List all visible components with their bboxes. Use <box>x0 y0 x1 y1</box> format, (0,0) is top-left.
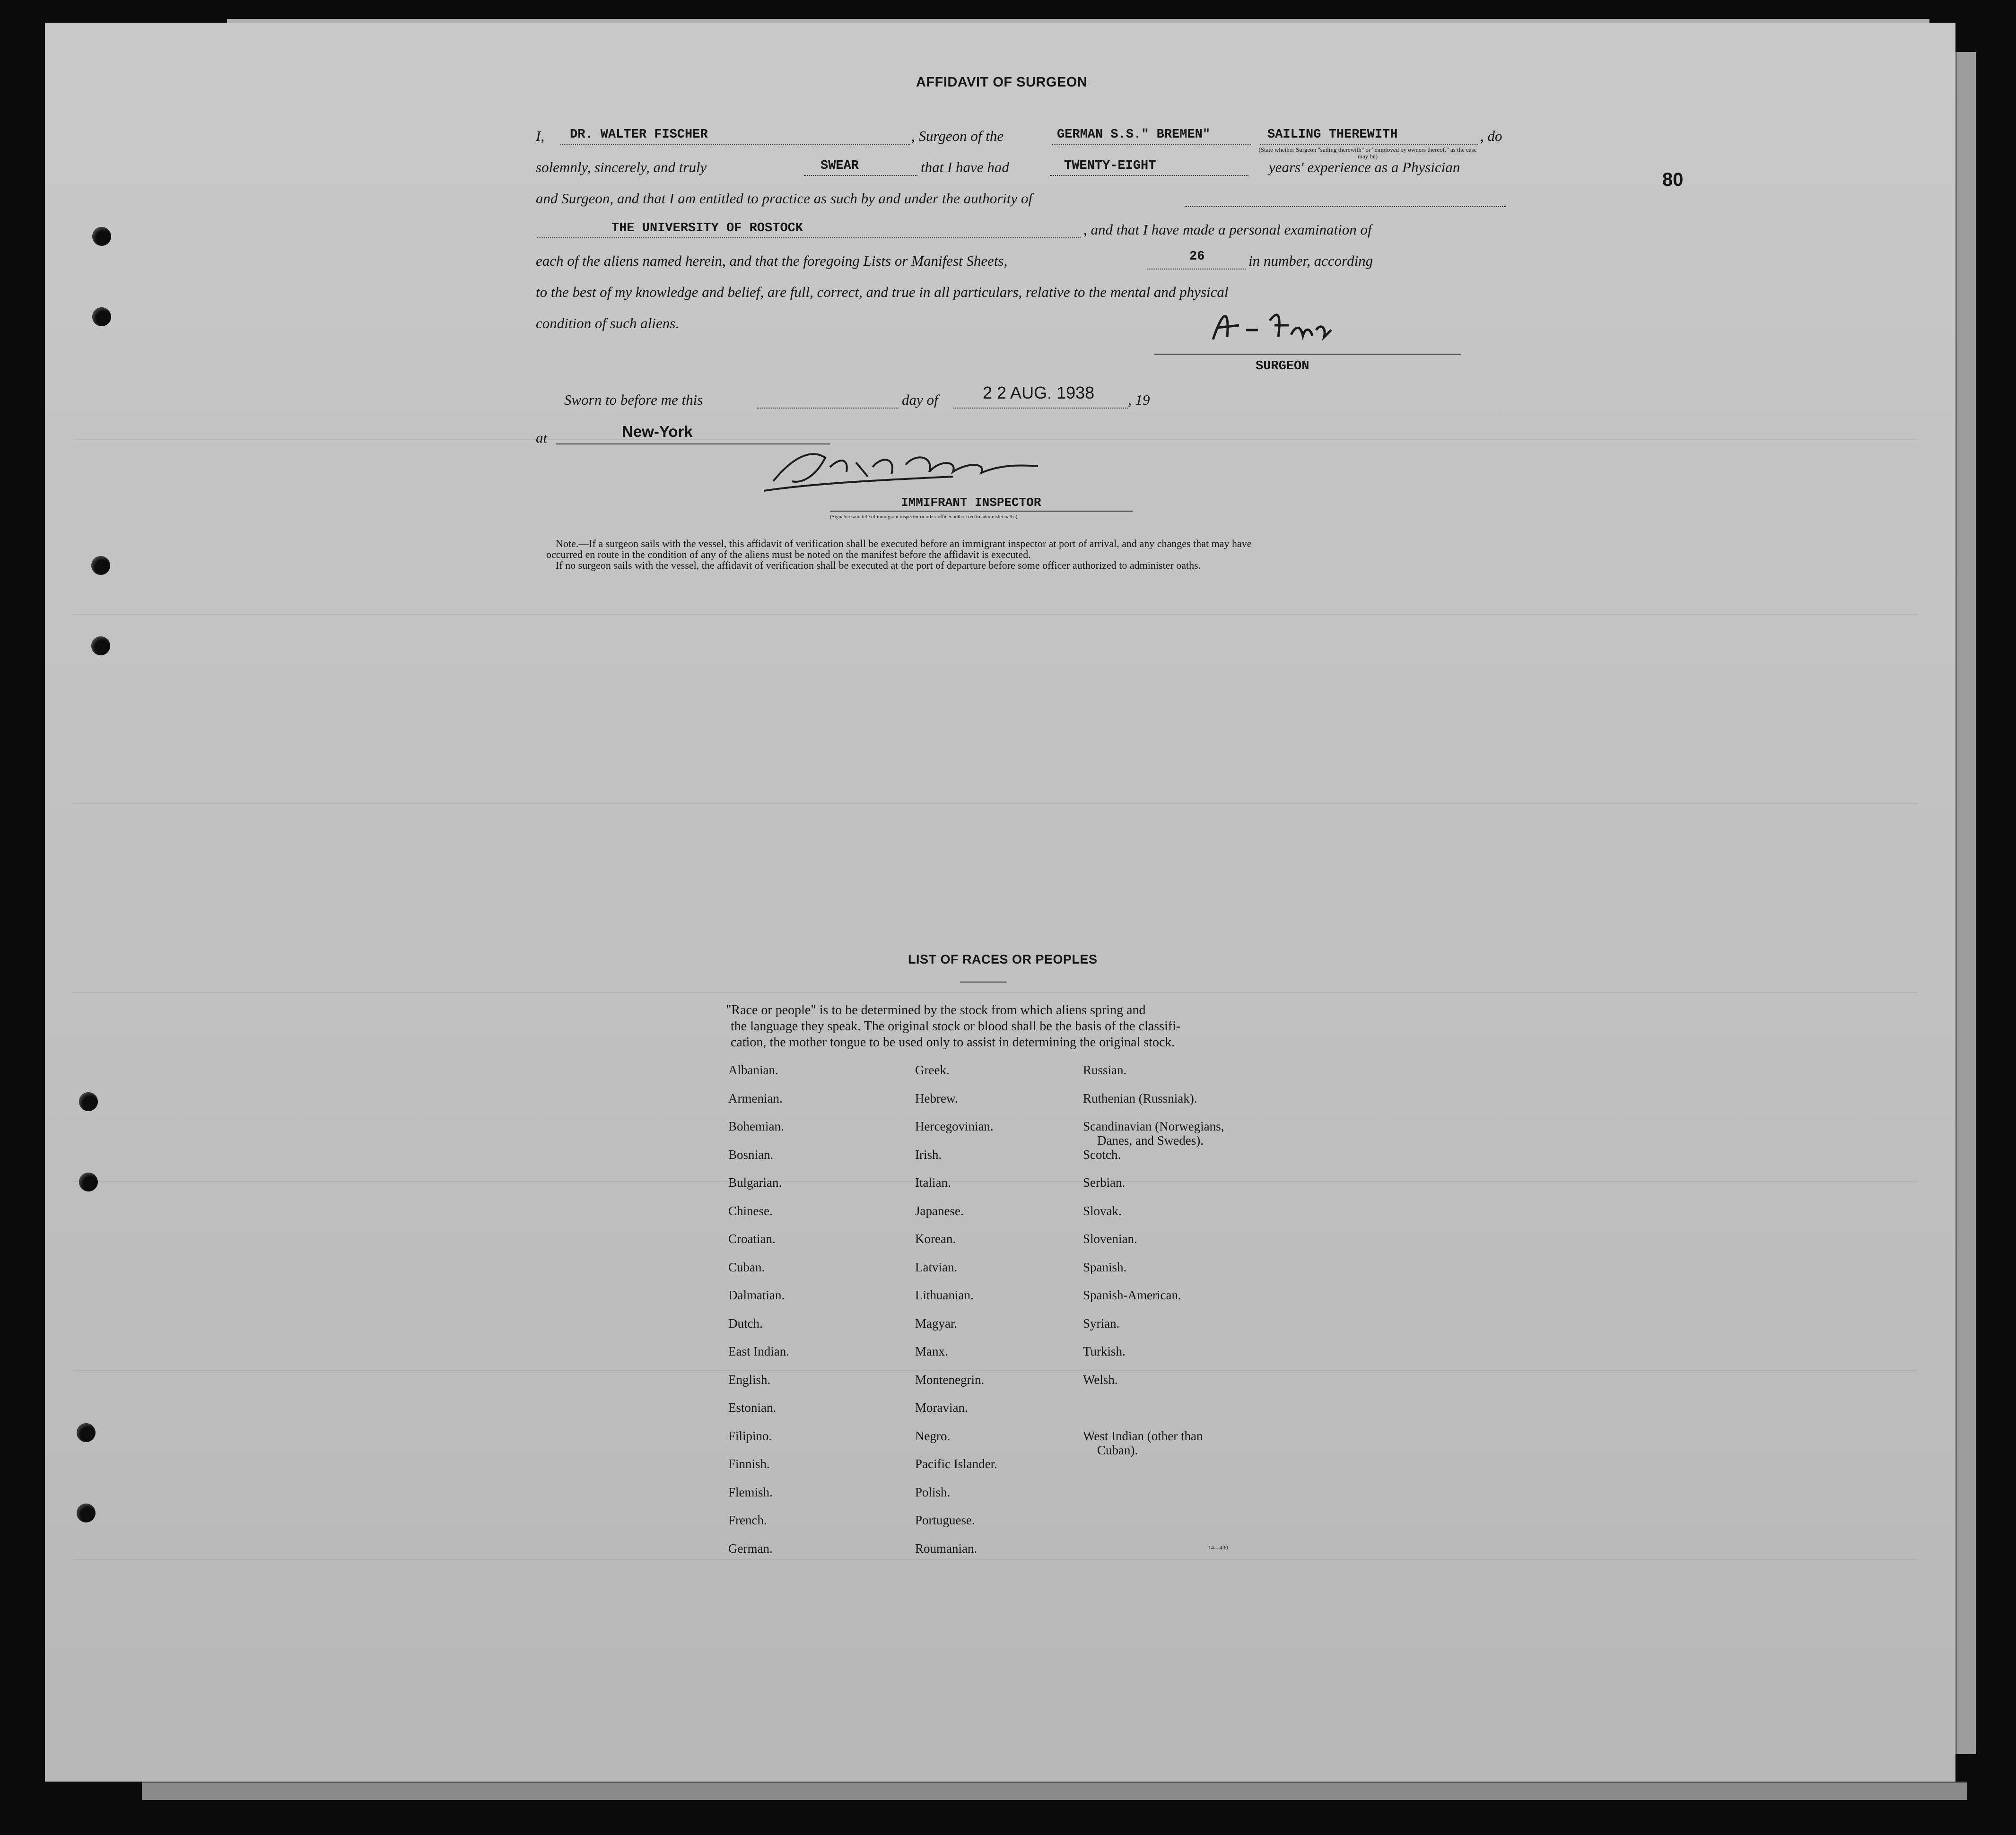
race-item: Chinese. <box>728 1204 773 1218</box>
affidavit-title: AFFIDAVIT OF SURGEON <box>916 75 1088 90</box>
oath-line <box>804 175 917 176</box>
page-edge-right <box>1955 52 1976 1754</box>
race-item: English. <box>728 1373 771 1387</box>
sworn-date-line <box>953 408 1128 409</box>
race-item: Italian. <box>915 1175 951 1190</box>
note-line-1: Note.—If a surgeon sails with the vessel, this affidavit of verification shall be executed before an immigrant inspector at port of arrival, and any changes that may have <box>556 538 1252 549</box>
race-item: Filipino. <box>728 1429 772 1443</box>
page-number: 80 <box>1662 169 1684 190</box>
sworn-year-suffix: , 19 <box>1128 391 1150 408</box>
ghost-rule <box>73 1559 1918 1560</box>
race-item: Russian. <box>1083 1063 1127 1077</box>
race-item: Pacific Islander. <box>915 1457 997 1471</box>
at-label: at <box>536 429 548 446</box>
race-item: Cuban). <box>1097 1443 1138 1457</box>
sailing-note: (State whether Surgeon "sailing therewith" or "employed by owners thereof," as the case may be) <box>1258 146 1477 160</box>
ghost-rule <box>73 614 1918 615</box>
race-item: West Indian (other than <box>1083 1429 1203 1443</box>
race-item: Lithuanian. <box>915 1288 974 1302</box>
ghost-rule <box>73 1181 1918 1182</box>
surgeon-label: SURGEON <box>1256 359 1309 374</box>
race-item: Magyar. <box>915 1316 958 1331</box>
race-item: Negro. <box>915 1429 951 1443</box>
line6: to the best of my knowledge and belief, are full, correct, and true in all particulars, relative to the mental and physical <box>536 284 1229 300</box>
sworn-prefix: Sworn to before me this <box>564 391 703 408</box>
race-item: Scandinavian (Norwegians, <box>1083 1119 1224 1133</box>
race-item: Turkish. <box>1083 1344 1126 1358</box>
line3: and Surgeon, and that I am entitled to practice as such by and under the authority of <box>536 190 1033 207</box>
line5-prefix: each of the aliens named herein, and that the foregoing Lists or Manifest Sheets, <box>536 252 1008 269</box>
inspector-line <box>830 511 1133 512</box>
race-item: Korean. <box>915 1232 956 1246</box>
race-item: Moravian. <box>915 1400 968 1415</box>
race-item: Serbian. <box>1083 1175 1126 1190</box>
race-item: Welsh. <box>1083 1373 1118 1387</box>
punch-hole <box>92 307 111 326</box>
inspector-caption: (Signature and title of immigrant inspector or other officer authorized to administer oaths) <box>830 514 1018 520</box>
race-item: Scotch. <box>1083 1148 1121 1162</box>
line5-suffix: in number, according <box>1248 252 1373 269</box>
ghost-rule <box>73 992 1918 993</box>
ghost-rule <box>73 1370 1918 1371</box>
race-item: Irish. <box>915 1148 942 1162</box>
surgeon-name: DR. WALTER FISCHER <box>570 128 708 142</box>
sailing-status: SAILING THEREWITH <box>1267 128 1398 142</box>
race-item: Manx. <box>915 1344 948 1358</box>
race-item: German. <box>728 1541 773 1556</box>
race-item: Finnish. <box>728 1457 770 1471</box>
race-item: East Indian. <box>728 1344 789 1358</box>
inspector-title: IMMIFRANT INSPECTOR <box>901 496 1041 510</box>
race-item: Slovak. <box>1083 1204 1122 1218</box>
race-item: Flemish. <box>728 1485 773 1499</box>
punch-hole <box>79 1092 98 1111</box>
authority-line <box>537 237 1081 238</box>
surgeon-name-line <box>560 144 910 145</box>
races-title: LIST OF RACES OR PEOPLES <box>908 952 1098 966</box>
race-item: Armenian. <box>728 1091 783 1105</box>
races-title-rule <box>960 982 1007 983</box>
race-item: Ruthenian (Russniak). <box>1083 1091 1197 1105</box>
race-item: Albanian. <box>728 1063 778 1077</box>
race-item: Portuguese. <box>915 1513 975 1527</box>
punch-hole <box>91 636 110 655</box>
race-item: Slovenian. <box>1083 1232 1137 1246</box>
place: New-York <box>622 423 693 440</box>
page-edge-bottom <box>142 1782 1967 1800</box>
surgeon-signature-line <box>1154 354 1461 355</box>
punch-hole <box>92 227 111 246</box>
race-item: French. <box>728 1513 767 1527</box>
line2-suffix: years' experience as a Physician <box>1269 159 1460 175</box>
experience-line <box>1050 175 1248 176</box>
punch-hole <box>77 1504 96 1522</box>
race-item: Bohemian. <box>728 1119 784 1133</box>
inspector-signature <box>754 439 1085 496</box>
race-item: Hebrew. <box>915 1091 958 1105</box>
ghost-rule <box>73 803 1918 804</box>
oath-word: SWEAR <box>820 159 859 173</box>
races-intro-1: "Race or people" is to be determined by the stock from which aliens spring and <box>726 1003 1146 1018</box>
authority: THE UNIVERSITY OF ROSTOCK <box>611 221 803 235</box>
punch-hole <box>91 556 110 575</box>
line1-prefix: I, <box>536 128 545 144</box>
surgeon-signature <box>1194 302 1374 354</box>
race-item: Bosnian. <box>728 1148 774 1162</box>
experience-years: TWENTY-EIGHT <box>1064 159 1156 173</box>
sheet-count: 26 <box>1189 250 1205 264</box>
sailing-line <box>1260 144 1478 145</box>
note-line-2: occurred en route in the condition of any of the aliens must be noted on the manifest before the affidavit is executed. <box>546 548 1031 560</box>
races-intro-3: cation, the mother tongue to be used only to assist in determining the original stock. <box>731 1035 1175 1050</box>
race-item: Estonian. <box>728 1400 777 1415</box>
sworn-day-label: day of <box>902 391 938 408</box>
race-item: Spanish-American. <box>1083 1288 1181 1302</box>
line7: condition of such aliens. <box>536 315 680 331</box>
document-page <box>45 23 1955 1782</box>
race-item: Spanish. <box>1083 1260 1127 1274</box>
race-item: Cuban. <box>728 1260 765 1274</box>
line2-prefix: solemnly, sincerely, and truly <box>536 159 707 175</box>
race-item: Dalmatian. <box>728 1288 785 1302</box>
sheet-count-line <box>1147 269 1246 270</box>
sworn-day-line <box>757 408 899 409</box>
vessel-name: GERMAN S.S." BREMEN" <box>1057 128 1211 142</box>
race-item: Greek. <box>915 1063 950 1077</box>
form-number: 14—430 <box>1208 1544 1228 1551</box>
punch-hole <box>79 1173 98 1191</box>
race-item: Danes, and Swedes). <box>1097 1133 1204 1148</box>
note-line-3: If no surgeon sails with the vessel, the affidavit of verification shall be executed at the port of departure before some officer authorized to administer oaths. <box>556 559 1201 571</box>
race-item: Latvian. <box>915 1260 958 1274</box>
line1-suffix: , do <box>1480 128 1502 144</box>
races-intro-2: the language they speak. The original stock or blood shall be the basis of the classifi- <box>731 1019 1181 1034</box>
race-item: Roumanian. <box>915 1541 977 1556</box>
line2-mid: that I have had <box>921 159 1009 175</box>
sworn-date-stamp: 2 2 AUG. 1938 <box>983 383 1095 402</box>
race-item: Croatian. <box>728 1232 776 1246</box>
race-item: Japanese. <box>915 1204 964 1218</box>
line4-suffix: , and that I have made a personal examination of <box>1083 221 1372 238</box>
authority-line-top <box>1185 206 1506 207</box>
race-item: Montenegrin. <box>915 1373 985 1387</box>
race-item: Polish. <box>915 1485 951 1499</box>
race-item: Dutch. <box>728 1316 763 1331</box>
race-item: Syrian. <box>1083 1316 1120 1331</box>
race-item: Hercegovinian. <box>915 1119 994 1133</box>
race-item: Bulgarian. <box>728 1175 782 1190</box>
vessel-line <box>1052 144 1251 145</box>
line1-mid: , Surgeon of the <box>911 128 1004 144</box>
punch-hole <box>77 1423 96 1442</box>
